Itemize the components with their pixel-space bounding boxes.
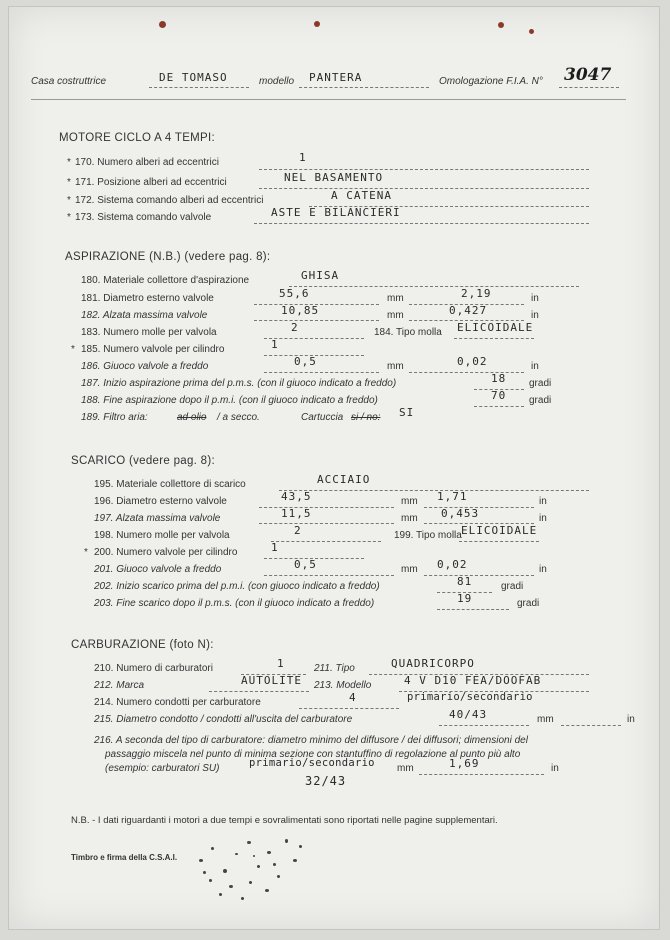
unit-mm: mm xyxy=(537,714,554,725)
r202-label: 202. Inizio scarico prima del p.m.i. (con giuoco indicato a freddo) xyxy=(94,581,380,592)
punch-mark xyxy=(159,21,166,28)
fill-line xyxy=(437,609,509,610)
unit-gradi: gradi xyxy=(529,395,552,406)
unit-in: in xyxy=(531,293,539,304)
unit-mm: mm xyxy=(401,496,418,507)
stamp-signature xyxy=(189,829,319,909)
r203-value: 19 xyxy=(457,592,473,605)
r171-value: NEL BASAMENTO xyxy=(284,171,384,184)
fill-line xyxy=(424,575,534,576)
unit-in: in xyxy=(531,361,539,372)
fill-line xyxy=(259,507,394,508)
r186-mm-value: 0,5 xyxy=(294,355,317,368)
r185-value: 1 xyxy=(271,338,279,351)
r170-value: 1 xyxy=(299,151,307,164)
r170-label: 170. Numero alberi ad eccentrici xyxy=(75,157,219,168)
fill-line xyxy=(259,188,589,189)
r187-value: 18 xyxy=(491,372,507,385)
r197-label: 197. Alzata massima valvole xyxy=(94,513,221,524)
r185-label: 185. Numero valvole per cilindro xyxy=(81,344,225,355)
r181-in-value: 2,19 xyxy=(461,287,492,300)
fill-line xyxy=(289,286,579,287)
unit-in: in xyxy=(551,763,559,774)
nb-note: N.B. - I dati riguardanti i motori a due tempi e sovralimentati sono riportati nelle pagine supplementari. xyxy=(71,815,498,826)
fill-line xyxy=(279,490,589,491)
r214-value: 4 xyxy=(349,691,357,704)
fill-line xyxy=(474,406,524,407)
r202-value: 81 xyxy=(457,575,473,588)
asterisk: * xyxy=(67,157,71,168)
fill-line xyxy=(454,338,534,339)
carburazione-title: CARBURAZIONE (foto N): xyxy=(71,639,214,651)
asterisk: * xyxy=(67,212,71,223)
r214-note: primario/secondario xyxy=(407,691,533,703)
omologazione-label: Omologazione F.I.A. N° xyxy=(439,76,543,87)
unit-in: in xyxy=(539,564,547,575)
r197-in-value: 0,453 xyxy=(441,507,480,520)
r189-a-secco: / a secco. xyxy=(217,412,260,423)
r216-line1: 216. A seconda del tipo di carburatore: diametro minimo del diffusore / dei diffusori; dimensioni del xyxy=(94,735,528,746)
r201-label: 201. Giuoco valvole a freddo xyxy=(94,564,222,575)
r173-label: 173. Sistema comando valvole xyxy=(75,212,212,223)
r210-value: 1 xyxy=(277,657,285,670)
r195-label: 195. Materiale collettore di scarico xyxy=(94,479,246,490)
r196-mm-value: 43,5 xyxy=(281,490,312,503)
omologazione-value: 3047 xyxy=(564,65,612,85)
unit-gradi: gradi xyxy=(517,598,540,609)
r215-label: 215. Diametro condotto / condotti all'uscita del carburatore xyxy=(94,714,353,725)
r172-value: A CATENA xyxy=(331,189,392,202)
r216-note: primario/secondario xyxy=(249,757,375,769)
fill-line xyxy=(299,708,399,709)
header-line xyxy=(149,87,249,88)
r181-mm-value: 55,6 xyxy=(279,287,310,300)
r212-label: 212. Marca xyxy=(94,680,145,691)
fill-line xyxy=(264,575,394,576)
document-page xyxy=(8,6,660,930)
unit-mm: mm xyxy=(387,293,404,304)
punch-mark xyxy=(498,22,504,28)
asterisk: * xyxy=(71,344,75,355)
r180-label: 180. Materiale collettore d'aspirazione xyxy=(81,275,250,286)
r213-value: 4 V D10 FEA/DOOFAB xyxy=(404,674,542,687)
unit-mm: mm xyxy=(387,310,404,321)
asterisk: * xyxy=(67,195,71,206)
r184-value: ELICOIDALE xyxy=(457,321,534,334)
r200-label: 200. Numero valvole per cilindro xyxy=(94,547,238,558)
punch-mark xyxy=(529,29,534,34)
r182-in-value: 0,427 xyxy=(449,304,488,317)
r210-label: 210. Numero di carburatori xyxy=(94,663,213,674)
r180-value: GHISA xyxy=(301,269,340,282)
unit-mm: mm xyxy=(397,763,414,774)
r203-label: 203. Fine scarico dopo il p.m.s. (con il giuoco indicato a freddo) xyxy=(94,598,375,609)
r198-value: 2 xyxy=(294,524,302,537)
fill-line xyxy=(254,223,589,224)
r213-label: 213. Modello xyxy=(314,680,372,691)
r199-value: ELICOIDALE xyxy=(461,524,538,537)
unit-in: in xyxy=(531,310,539,321)
r214-label: 214. Numero condotti per carburatore xyxy=(94,697,261,708)
motore-title: MOTORE CICLO A 4 TEMPI: xyxy=(59,132,216,144)
r181-label: 181. Diametro esterno valvole xyxy=(81,293,214,304)
fill-line xyxy=(209,691,309,692)
fill-line xyxy=(409,372,524,373)
fill-line xyxy=(561,725,621,726)
fill-line xyxy=(254,320,379,321)
r215-value: 40/43 xyxy=(449,708,488,721)
r189-ad-olio: ad olio xyxy=(177,412,207,423)
unit-mm: mm xyxy=(401,513,418,524)
r197-mm-value: 11,5 xyxy=(281,507,312,520)
scarico-title: SCARICO (vedere pag. 8): xyxy=(71,455,215,467)
r198-label: 198. Numero molle per valvola xyxy=(94,530,230,541)
r187-label: 187. Inizio aspirazione prima del p.m.s. (con il giuoco indicato a freddo) xyxy=(81,378,397,389)
r182-mm-value: 10,85 xyxy=(281,304,320,317)
r196-in-value: 1,71 xyxy=(437,490,468,503)
modello-label: modello xyxy=(259,76,295,87)
fill-line xyxy=(439,725,529,726)
r216-mm-value: 32/43 xyxy=(305,774,347,788)
fill-line xyxy=(459,541,539,542)
fill-line xyxy=(259,523,394,524)
r216-line3: (esempio: carburatori SU) xyxy=(105,763,220,774)
unit-gradi: gradi xyxy=(501,581,524,592)
modello-value: PANTERA xyxy=(309,71,363,84)
r182-label: 182. Alzata massima valvole xyxy=(81,310,208,321)
casa-label: Casa costruttrice xyxy=(31,76,107,87)
fill-line xyxy=(419,774,544,775)
r199-label: 199. Tipo molla xyxy=(394,530,462,541)
r183-value: 2 xyxy=(291,321,299,334)
r189-si-no: si / no: xyxy=(351,412,381,423)
stamp-label: Timbro e firma della C.S.A.I. xyxy=(71,853,178,862)
r173-value: ASTE E BILANCIERI xyxy=(271,206,401,219)
fill-line xyxy=(264,338,364,339)
r183-label: 183. Numero molle per valvola xyxy=(81,327,217,338)
r216-line2: passaggio miscela nel punto di minima sezione con stantuffino di regolazione al punto più alto xyxy=(105,749,521,760)
r184-label: 184. Tipo molla xyxy=(374,327,442,338)
fill-line xyxy=(259,169,589,170)
r188-label: 188. Fine aspirazione dopo il p.m.i. (con il giuoco indicato a freddo) xyxy=(81,395,378,406)
asterisk: * xyxy=(67,177,71,188)
r201-mm-value: 0,5 xyxy=(294,558,317,571)
unit-gradi: gradi xyxy=(529,378,552,389)
punch-mark xyxy=(314,21,320,27)
aspirazione-title: ASPIRAZIONE (N.B.) (vedere pag. 8): xyxy=(65,251,271,263)
unit-in: in xyxy=(539,496,547,507)
r189-value: SI xyxy=(399,406,415,419)
r196-label: 196. Diametro esterno valvole xyxy=(94,496,227,507)
unit-mm: mm xyxy=(387,361,404,372)
r171-label: 171. Posizione alberi ad eccentrici xyxy=(75,177,227,188)
asterisk: * xyxy=(84,547,88,558)
r189-cartuccia: Cartuccia xyxy=(301,412,344,423)
r212-value: AUTOLITE xyxy=(241,674,302,687)
unit-in: in xyxy=(539,513,547,524)
r189-label: 189. Filtro aria: xyxy=(81,412,148,423)
unit-in: in xyxy=(627,714,635,725)
casa-value: DE TOMASO xyxy=(159,71,228,84)
unit-mm: mm xyxy=(401,564,418,575)
r186-in-value: 0,02 xyxy=(457,355,488,368)
r211-label: 211. Tipo xyxy=(314,663,355,674)
header-line xyxy=(299,87,429,88)
header-rule xyxy=(31,99,626,100)
r186-label: 186. Giuoco valvole a freddo xyxy=(81,361,209,372)
r172-label: 172. Sistema comando alberi ad eccentrici xyxy=(75,195,264,206)
fill-line xyxy=(264,372,379,373)
r195-value: ACCIAIO xyxy=(317,473,371,486)
r201-in-value: 0,02 xyxy=(437,558,468,571)
r216-in-value: 1,69 xyxy=(449,757,480,770)
r200-value: 1 xyxy=(271,541,279,554)
header-line xyxy=(559,87,619,88)
r188-value: 70 xyxy=(491,389,507,402)
r211-value: QUADRICORPO xyxy=(391,657,475,670)
fill-line xyxy=(271,541,381,542)
